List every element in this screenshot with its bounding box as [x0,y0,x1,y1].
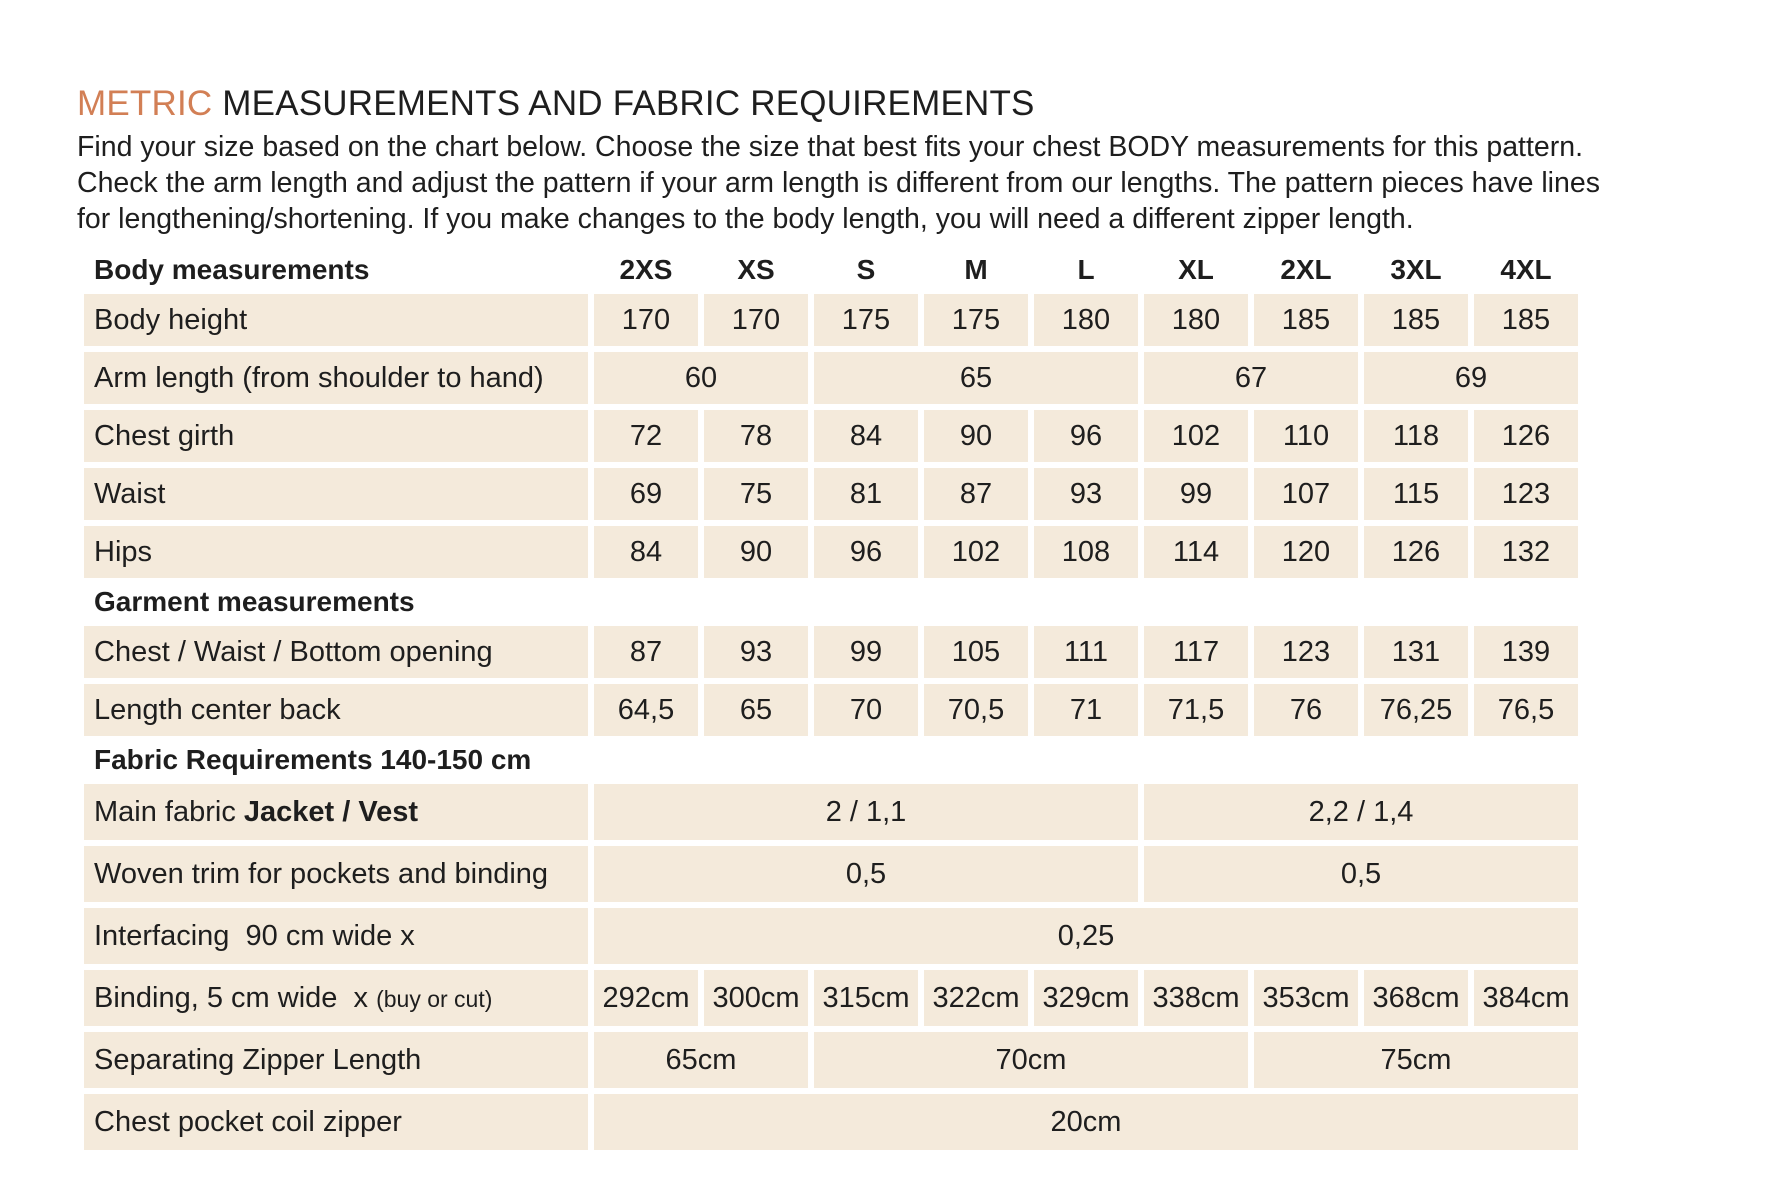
section-header-row [84,742,1578,778]
table-cell: 110 [1254,410,1358,462]
table-cell: 70,5 [924,684,1028,736]
row-label-body-height: Body height [84,294,588,346]
row-label-separating-zipper: Separating Zipper Length [84,1032,588,1088]
row-label-main-fabric [84,784,588,840]
size-header: M [964,254,988,285]
table-cell: 111 [1034,626,1138,678]
table-row [84,1094,1578,1150]
table-cell: 84 [594,526,698,578]
table-cell: 175 [814,294,918,346]
table-cell: 107 [1254,468,1358,520]
size-header: 2XL [1280,254,1332,285]
table-cell: 76,25 [1364,684,1468,736]
table-cell: 123 [1474,468,1578,520]
table-cell: 69 [594,468,698,520]
table-row [84,626,1578,678]
table-cell: 102 [1144,410,1248,462]
table-cell: 118 [1364,410,1468,462]
table-cell: 20cm [594,1094,1578,1150]
table-cell: 102 [924,526,1028,578]
row-label-waist: Waist [84,468,588,520]
table-cell: 71 [1034,684,1138,736]
table-cell: 87 [924,468,1028,520]
table-row [84,468,1578,520]
table-cell: 315cm [814,970,918,1026]
table-row [84,846,1578,902]
table-cell: 115 [1364,468,1468,520]
table-cell: 2 / 1,1 [594,784,1138,840]
row-label-chest-pocket-zipper: Chest pocket coil zipper [84,1094,588,1150]
table-cell: 132 [1474,526,1578,578]
table-cell: 69 [1364,352,1578,404]
row-label-chest-waist-bottom: Chest / Waist / Bottom opening [84,626,588,678]
table-cell: 65 [704,684,808,736]
table-cell: 180 [1034,294,1138,346]
table-cell: 75 [704,468,808,520]
row-label-chest-girth: Chest girth [84,410,588,462]
table-cell: 175 [924,294,1028,346]
table-cell: 99 [814,626,918,678]
row-label-arm-length: Arm length (from shoulder to hand) [84,352,588,404]
table-row [84,294,1578,346]
body-measurements-heading: Body measurements [94,254,370,285]
table-cell: 60 [594,352,808,404]
table-cell: 93 [1034,468,1138,520]
table-cell: 96 [1034,410,1138,462]
table-row [84,526,1578,578]
table-cell: 329cm [1034,970,1138,1026]
size-header: 2XS [619,254,673,285]
main-fabric-prefix: Main fabric [94,795,236,828]
table-cell: 65cm [594,1032,808,1088]
row-label-hips: Hips [84,526,588,578]
measurement-table [78,246,1584,1156]
table-cell: 72 [594,410,698,462]
table-row [84,684,1578,736]
intro-line: Check the arm length and adjust the pattern if your arm length is different from our lengths. The pattern pieces have lines [77,167,1600,199]
table-cell: 2,2 / 1,4 [1144,784,1578,840]
table-cell: 123 [1254,626,1358,678]
table-cell: 170 [704,294,808,346]
table-cell: 338cm [1144,970,1248,1026]
table-row [84,352,1578,404]
table-cell: 90 [704,526,808,578]
title-rest: MEASUREMENTS AND FABRIC REQUIREMENTS [222,84,1035,123]
main-fabric-garments: Jacket / Vest [243,795,419,828]
size-header: L [1077,254,1095,285]
table-cell: 185 [1254,294,1358,346]
size-header: 3XL [1390,254,1442,285]
table-cell: 99 [1144,468,1248,520]
table-cell: 322cm [924,970,1028,1026]
table-cell: 76 [1254,684,1358,736]
table-cell: 93 [704,626,808,678]
row-label-binding [84,970,588,1026]
size-header: 4XL [1500,254,1552,285]
table-cell: 70cm [814,1032,1248,1088]
table-row [84,784,1578,840]
table-cell: 96 [814,526,918,578]
table-cell: 139 [1474,626,1578,678]
section-header-row [84,584,1578,620]
table-cell: 105 [924,626,1028,678]
binding-label: Binding, 5 cm wide x [94,981,369,1014]
binding-note: (buy or cut) [376,985,493,1012]
table-cell: 84 [814,410,918,462]
table-row [84,410,1578,462]
title-accent: METRIC [77,84,213,123]
intro-line: for lengthening/shortening. If you make changes to the body length, you will need a different zipper length. [77,203,1414,235]
size-header: XL [1178,254,1214,285]
table-cell: 78 [704,410,808,462]
table-cell: 75cm [1254,1032,1578,1088]
table-cell: 67 [1144,352,1358,404]
table-cell: 368cm [1364,970,1468,1026]
garment-measurements-heading: Garment measurements [94,586,415,617]
row-label-length-center-back: Length center back [84,684,588,736]
table-cell: 0,5 [594,846,1138,902]
table-cell: 108 [1034,526,1138,578]
table-cell: 170 [594,294,698,346]
size-header: S [856,254,876,285]
table-cell: 131 [1364,626,1468,678]
table-cell: 71,5 [1144,684,1248,736]
table-cell: 90 [924,410,1028,462]
table-cell: 87 [594,626,698,678]
table-cell: 0,5 [1144,846,1578,902]
table-cell: 292cm [594,970,698,1026]
size-header-row [84,252,1578,288]
intro-line: Find your size based on the chart below. Choose the size that best fits your chest BODY measurements for this pattern. [77,131,1583,163]
table-cell: 126 [1364,526,1468,578]
table-cell: 180 [1144,294,1248,346]
page-title [77,84,1035,124]
table-cell: 384cm [1474,970,1578,1026]
table-cell: 114 [1144,526,1248,578]
intro-text [77,129,1757,237]
row-label-interfacing: Interfacing 90 cm wide x [84,908,588,964]
table-cell: 0,25 [594,908,1578,964]
table-cell: 117 [1144,626,1248,678]
table-cell: 76,5 [1474,684,1578,736]
fabric-requirements-heading: Fabric Requirements 140-150 cm [94,744,532,775]
table-row [84,970,1578,1026]
table-cell: 185 [1474,294,1578,346]
table-cell: 353cm [1254,970,1358,1026]
table-cell: 120 [1254,526,1358,578]
row-label-woven-trim: Woven trim for pockets and binding [84,846,588,902]
table-row [84,908,1578,964]
table-cell: 70 [814,684,918,736]
table-cell: 185 [1364,294,1468,346]
table-row [84,1032,1578,1088]
size-header: XS [737,254,775,285]
table-cell: 126 [1474,410,1578,462]
table-cell: 81 [814,468,918,520]
table-cell: 65 [814,352,1138,404]
table-cell: 300cm [704,970,808,1026]
table-cell: 64,5 [594,684,698,736]
